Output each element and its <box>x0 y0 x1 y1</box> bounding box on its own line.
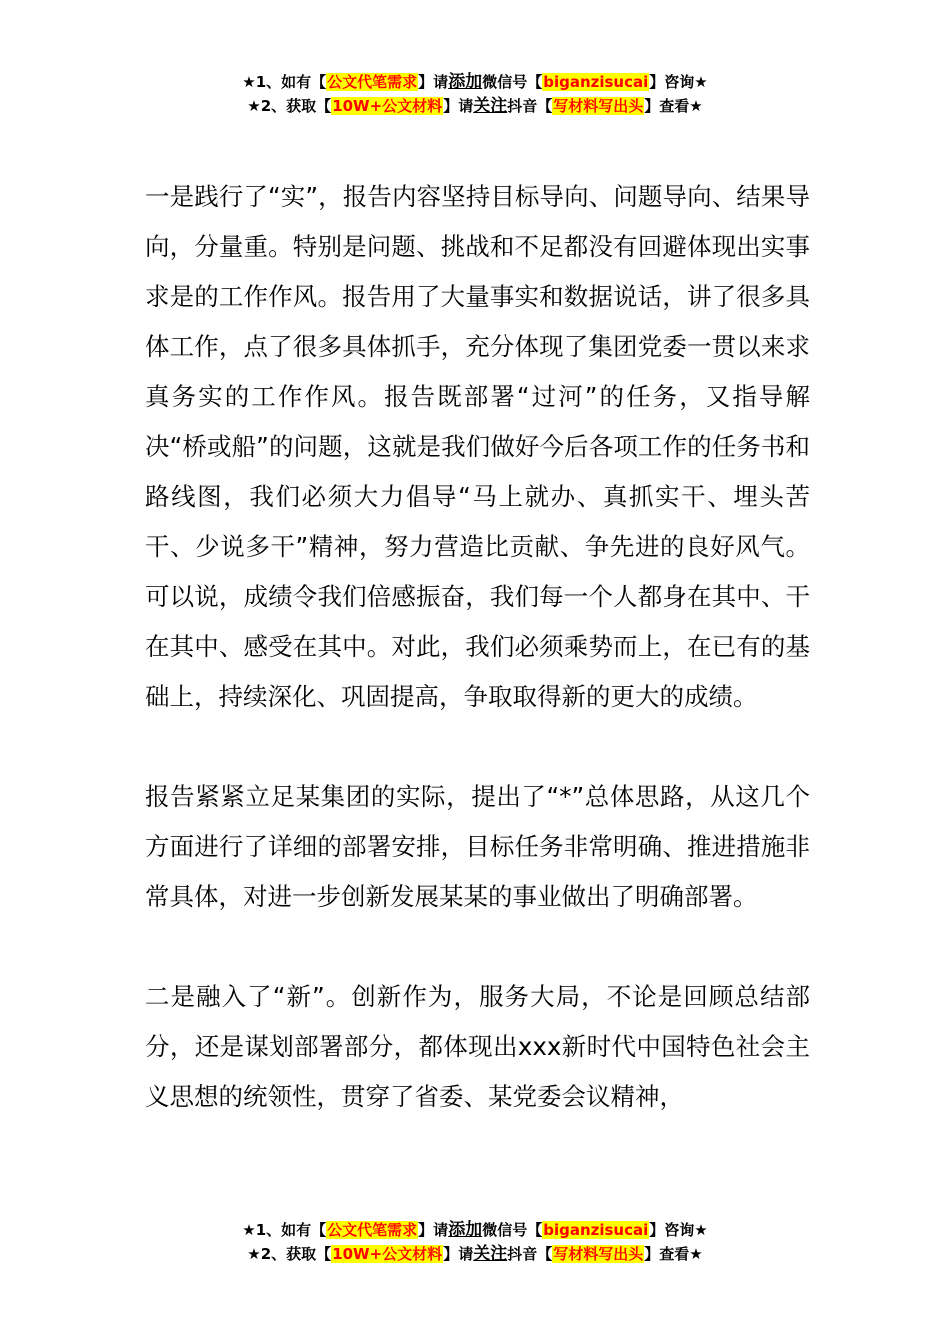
banner-line-2: ★2、获取【10W+公文材料】请关注抖音【写材料写出头】查看★ <box>247 1244 703 1264</box>
highlight-ghostwriting: 公文代笔需求 <box>327 1221 418 1239</box>
highlight-wechat-id: biganzisucai <box>543 73 649 91</box>
highlight-douyin-account: 写材料写出头 <box>553 1245 644 1263</box>
header-banner <box>0 70 950 118</box>
banner-line-1: ★1、如有【公文代笔需求】请添加微信号【biganzisucai】咨询★ <box>242 72 708 92</box>
paragraph: 一是践行了“实”，报告内容坚持目标导向、问题导向、结果导向，分量重。特别是问题、挑战和不足都没有回避体现出实事求是的工作作风。报告用了大量事实和数据说话，讲了很多具体工作，点了很多具体抓手，充分体现了集团党委一贯以来求真务实的工作作风。报告既部署“过河”的任务，又指导解决“桥或船”的问题，这就是我们做好今后各项工作的任务书和路线图，我们必须大力倡导“马上就办、真抓实干、埋头苦干、少说多干”精神，努力营造比贡献、争先进的良好风气。可以说，成绩令我们倍感振奋，我们每一个人都身在其中、干在其中、感受在其中。对此，我们必须乘势而上，在已有的基础上，持续深化、巩固提高，争取取得新的更大的成绩。 <box>145 182 810 711</box>
star-icon: ★ <box>694 73 708 91</box>
star-icon: ★ <box>694 1221 708 1239</box>
star-icon: ★ <box>247 97 261 115</box>
paragraph: 二是融入了“新”。创新作为，服务大局，不论是回顾总结部分，还是谋划部署部分，都体现出xxx新时代中国特色社会主义思想的统领性，贯穿了省委、某党委会议精神， <box>145 982 810 1111</box>
paragraph: 报告紧紧立足某集团的实际，提出了“*”总体思路，从这几个方面进行了详细的部署安排，目标任务非常明确、推进措施非常具体，对进一步创新发展某某的事业做出了明确部署。 <box>145 782 810 911</box>
highlight-materials: 10W+公文材料 <box>332 1245 443 1263</box>
highlight-wechat-id: biganzisucai <box>543 1221 649 1239</box>
banner-line-2: ★2、获取【10W+公文材料】请关注抖音【写材料写出头】查看★ <box>247 96 703 116</box>
star-icon: ★ <box>689 1245 703 1263</box>
highlight-douyin-account: 写材料写出头 <box>553 97 644 115</box>
star-icon: ★ <box>242 73 256 91</box>
footer-banner <box>0 1218 950 1266</box>
banner-line-1: ★1、如有【公文代笔需求】请添加微信号【biganzisucai】咨询★ <box>242 1220 708 1240</box>
highlight-ghostwriting: 公文代笔需求 <box>327 73 418 91</box>
highlight-materials: 10W+公文材料 <box>332 97 443 115</box>
star-icon: ★ <box>247 1245 261 1263</box>
star-icon: ★ <box>689 97 703 115</box>
document-body <box>145 172 810 1172</box>
star-icon: ★ <box>242 1221 256 1239</box>
